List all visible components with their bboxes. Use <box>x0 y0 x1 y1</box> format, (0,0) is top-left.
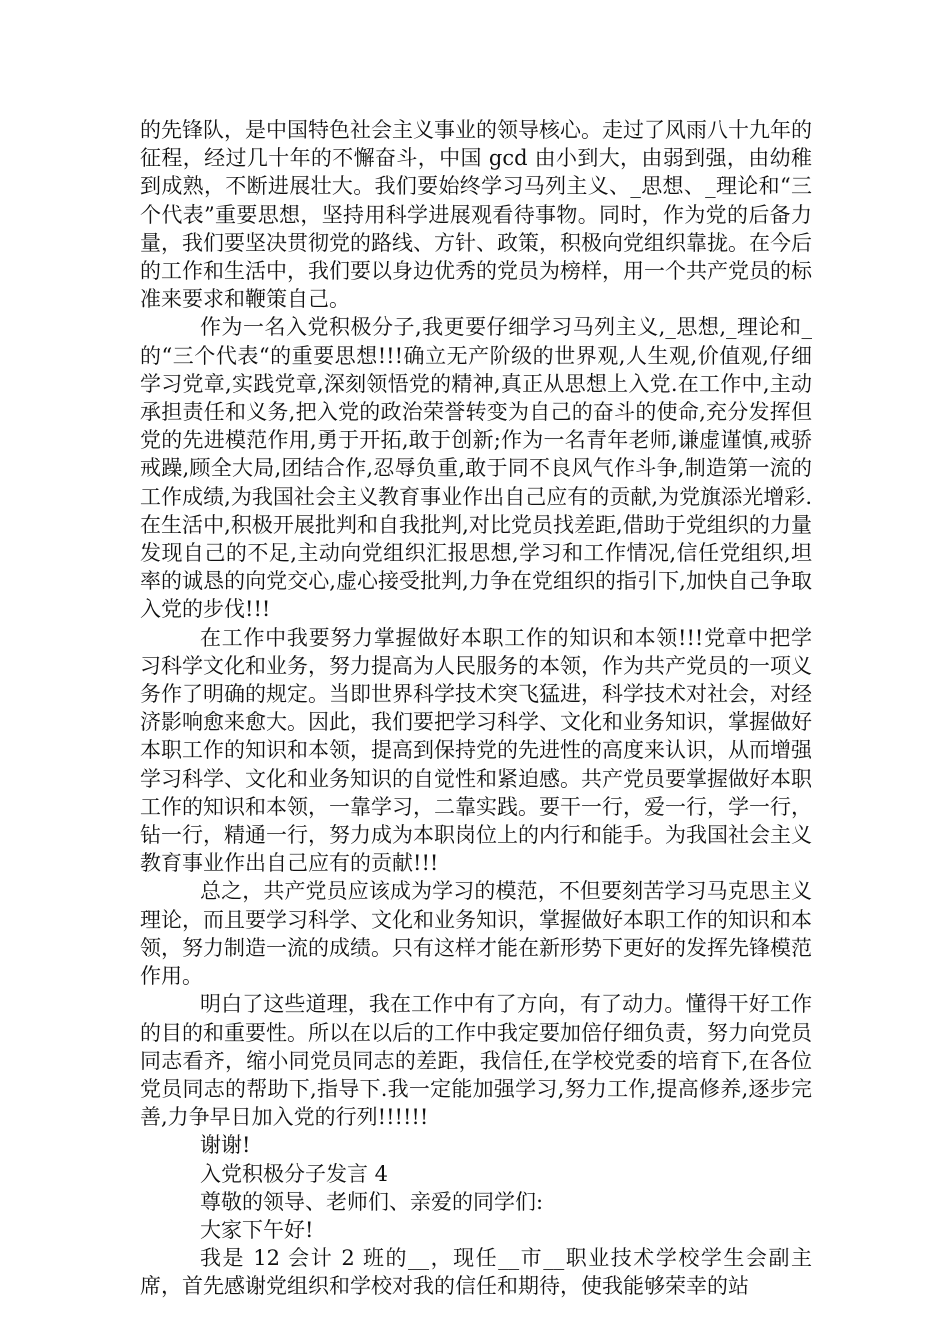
paragraph-work-skills: 在工作中我要努力掌握做好本职工作的知识和本领!!!党章中把学习科学文化和业务，努力提高为人民服务的本领，作为共产党员的一项义务作了明确的规定。当即世界科学技术突飞猛进，科学技术对社会，对经济影响愈来愈大。因此，我们要把学习科学、文化和业务知识，掌握做好本职工作的知识和本领，提高到保持党的先进性的高度来认识，从而增强学习科学、文化和业务知识的自觉性和紧迫感。共产党员要掌握做好本职工作的知识和本领，一靠学习，二靠实践。要干一行，爱一行，学一行，钻一行，精通一行，努力成为本职岗位上的内行和能手。为我国社会主义教育事业作出自己应有的贡献!!! <box>140 625 812 876</box>
greeting: 大家下午好! <box>200 1217 314 1242</box>
paragraph-thanks: 谢谢! <box>200 1133 251 1158</box>
paragraph-summary: 总之，共产党员应该成为学习的模范，不但要刻苦学习马克思主义理论，而且要学习科学、文化和业务知识，掌握做好本职工作的知识和本领，努力制造一流的成绩。只有这样才能在新形势下更好的发挥先锋模范作用。 <box>140 879 812 989</box>
paragraph-understanding: 明白了这些道理，我在工作中有了方向，有了动力。懂得干好工作的目的和重要性。所以在以后的工作中我定要加倍仔细负责，努力向党员同志看齐，缩小同党员同志的差距，我信任,在学校党委的培育下,在各位党员同志的帮助下,指导下.我一定能加强学习,努力工作,提高修养,逐步完善,力争早日加入党的行列!!!!!! <box>140 992 812 1130</box>
document-page <box>140 116 812 1301</box>
paragraph-introduction: 我是 12 会计 2 班的__，现任__市__职业技术学校学生会副主席，首先感谢党组织和学校对我的信任和期待，使我能够荣幸的站 <box>140 1246 812 1299</box>
salutation: 尊敬的领导、老师们、亲爱的同学们: <box>200 1189 544 1214</box>
paragraph-party-activist: 作为一名入党积极分子,我更要仔细学习马列主义,_思想,_理论和_的“三个代表“的重要思想!!!确立无产阶级的世界观,人生观,价值观,仔细学习党章,实践党章,深刻领悟党的精神,真正从思想上入党.在工作中,主动承担责任和义务,把入党的政治荣誉转变为自己的奋斗的使命,充分发挥但党的先进模范作用,勇于开拓,敢于创新;作为一名青年老师,谦虚谨慎,戒骄戒躁,顾全大局,团结合作,忍辱负重,敢于同不良风气作斗争,制造第一流的工作成绩,为我国社会主义教育事业作出自己应有的贡献,为党旗添光增彩.在生活中,积极开展批判和自我批判,对比党员找差距,借助于党组织的力量发现自己的不足,主动向党组织汇报思想,学习和工作情况,信任党组织,坦率的诚恳的向党交心,虚心接受批判,力争在党组织的指引下,加快自己争取入党的步伐!!! <box>140 315 812 622</box>
section-heading: 入党积极分子发言 4 <box>200 1161 389 1186</box>
paragraph-vanguard: 的先锋队，是中国特色社会主义事业的领导核心。走过了风雨八十九年的征程，经过几十年的不懈奋斗，中国 gcd 由小到大，由弱到强，由幼稚到成熟，不断进展壮大。我们要始终学习马列主义、_思想、_理论和“三个代表”重要思想，坚持用科学进展观看待事物。同时，作为党的后备力量，我们要坚决贯彻党的路线、方针、政策，积极向党组织靠拢。在今后的工作和生活中，我们要以身边优秀的党员为榜样，用一个共产党员的标准来要求和鞭策自己。 <box>140 118 812 312</box>
